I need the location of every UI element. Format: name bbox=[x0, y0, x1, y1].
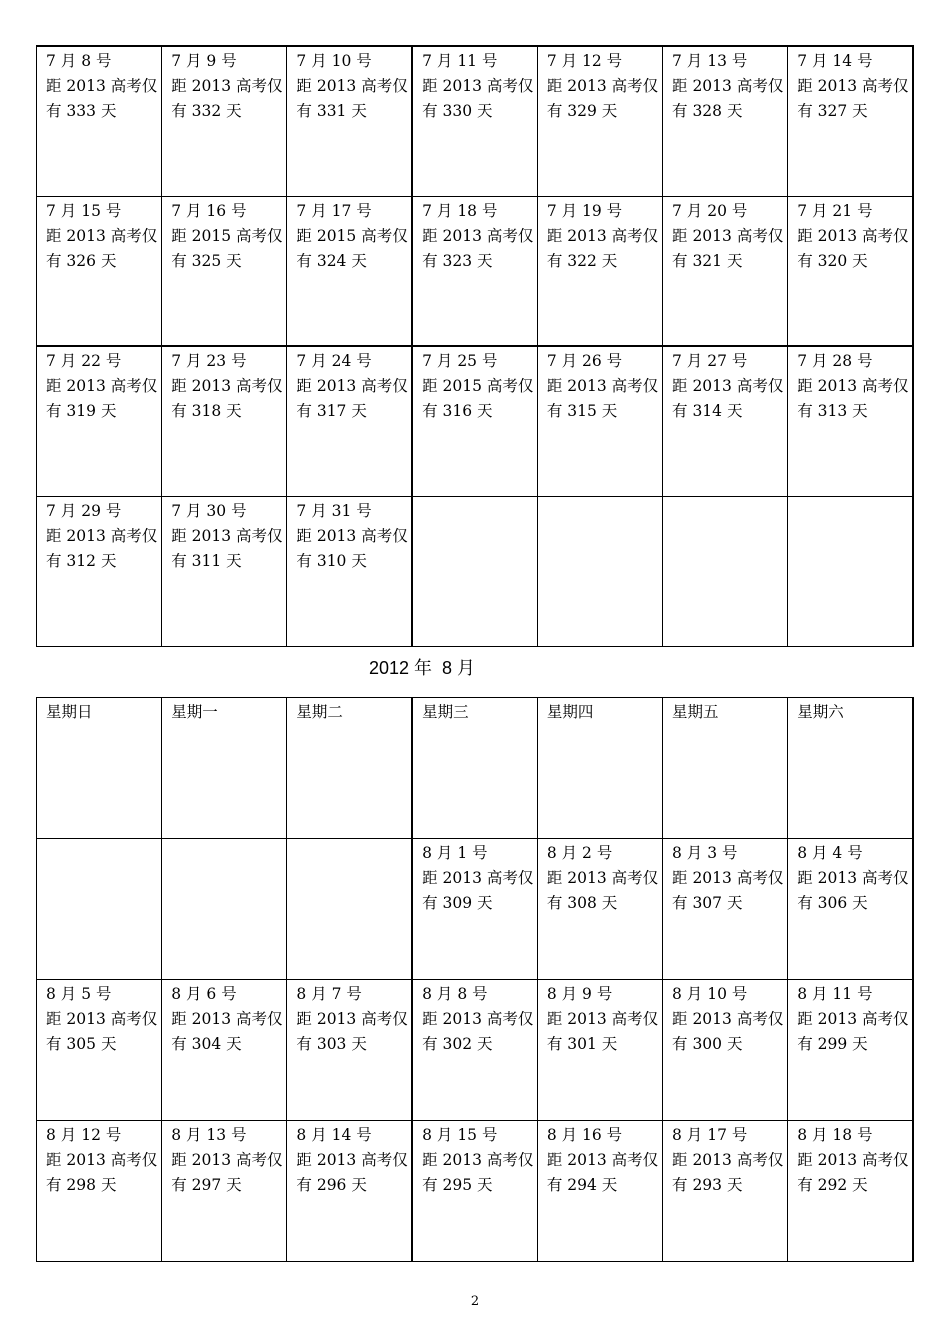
weekday-header-cell bbox=[663, 698, 788, 839]
calendar-day-cell bbox=[412, 980, 537, 1121]
calendar-day-cell bbox=[287, 196, 412, 346]
countdown-text: 距 2013 高考仅 bbox=[672, 869, 784, 887]
countdown-text: 距 2013 高考仅 bbox=[46, 1010, 158, 1028]
days-remaining: 有 312 天 bbox=[46, 551, 117, 570]
countdown-text: 距 2013 高考仅 bbox=[171, 526, 283, 545]
july-calendar-body bbox=[37, 46, 914, 646]
day-date: 7 月 12 号 bbox=[546, 52, 623, 70]
calendar-day-cell bbox=[37, 1121, 162, 1262]
countdown-text: 距 2013 高考仅 bbox=[422, 1010, 534, 1028]
calendar-day-cell bbox=[162, 46, 287, 196]
days-remaining: 有 330 天 bbox=[422, 102, 493, 120]
days-remaining: 有 299 天 bbox=[797, 1035, 868, 1053]
days-remaining: 有 314 天 bbox=[672, 402, 743, 420]
day-date: 7 月 13 号 bbox=[672, 52, 748, 70]
weekday-label: 星期日 bbox=[46, 703, 93, 721]
day-date: 7 月 28 号 bbox=[797, 352, 873, 370]
weekday-label: 星期一 bbox=[171, 703, 218, 721]
weekday-label: 星期五 bbox=[672, 703, 719, 721]
day-date: 8 月 6 号 bbox=[171, 985, 237, 1003]
weekday-label: 星期二 bbox=[296, 703, 343, 721]
calendar-day-cell bbox=[162, 346, 287, 496]
calendar-day-cell bbox=[537, 196, 662, 346]
day-date: 8 月 14 号 bbox=[296, 1126, 372, 1144]
calendar-day-cell bbox=[162, 980, 287, 1121]
day-date: 8 月 13 号 bbox=[171, 1126, 247, 1144]
countdown-text: 距 2013 高考仅 bbox=[171, 377, 283, 395]
calendar-day-cell bbox=[162, 196, 287, 346]
calendar-day-cell bbox=[537, 839, 662, 980]
page-number: 2 bbox=[470, 1294, 480, 1309]
days-remaining: 有 298 天 bbox=[46, 1176, 117, 1194]
countdown-text: 距 2013 高考仅 bbox=[672, 226, 784, 245]
day-date: 8 月 1 号 bbox=[422, 844, 488, 862]
calendar-day-cell bbox=[37, 839, 162, 980]
days-remaining: 有 305 天 bbox=[46, 1035, 117, 1053]
day-date: 7 月 16 号 bbox=[171, 201, 247, 220]
countdown-text: 距 2013 高考仅 bbox=[422, 77, 534, 95]
day-date: 8 月 2 号 bbox=[546, 844, 613, 862]
calendar-day-cell bbox=[788, 46, 913, 196]
countdown-text: 距 2013 高考仅 bbox=[422, 869, 534, 887]
day-date: 8 月 17 号 bbox=[672, 1126, 748, 1144]
calendar-week-row bbox=[37, 496, 914, 646]
weekday-header-cell bbox=[162, 698, 287, 839]
day-date: 8 月 5 号 bbox=[46, 985, 112, 1003]
countdown-text: 距 2013 高考仅 bbox=[546, 77, 659, 95]
days-remaining: 有 319 天 bbox=[46, 402, 117, 420]
calendar-day-cell bbox=[162, 839, 287, 980]
calendar-week-row bbox=[37, 1121, 914, 1262]
days-remaining: 有 320 天 bbox=[797, 251, 868, 270]
countdown-text: 距 2013 高考仅 bbox=[672, 377, 784, 395]
countdown-text: 距 2013 高考仅 bbox=[46, 226, 158, 245]
calendar-week-row bbox=[37, 839, 914, 980]
countdown-text: 距 2013 高考仅 bbox=[422, 1151, 534, 1169]
days-remaining: 有 304 天 bbox=[171, 1035, 242, 1053]
calendar-day-cell bbox=[788, 1121, 913, 1262]
days-remaining: 有 313 天 bbox=[797, 402, 868, 420]
weekday-header-cell bbox=[37, 698, 162, 839]
day-date: 7 月 31 号 bbox=[296, 501, 372, 520]
day-date: 8 月 3 号 bbox=[672, 844, 738, 862]
days-remaining: 有 296 天 bbox=[296, 1176, 367, 1194]
calendar-day-cell bbox=[537, 980, 662, 1121]
calendar-week-row bbox=[37, 980, 914, 1121]
august-calendar-body bbox=[37, 698, 914, 1262]
weekday-header-cell bbox=[788, 698, 913, 839]
calendar-day-cell bbox=[37, 346, 162, 496]
day-date: 8 月 18 号 bbox=[797, 1126, 873, 1144]
countdown-text: 距 2013 高考仅 bbox=[672, 77, 784, 95]
countdown-text: 距 2013 高考仅 bbox=[171, 1151, 283, 1169]
day-date: 7 月 24 号 bbox=[296, 352, 372, 370]
day-date: 7 月 26 号 bbox=[546, 352, 623, 370]
countdown-text: 距 2013 高考仅 bbox=[296, 526, 408, 545]
days-remaining: 有 315 天 bbox=[546, 402, 618, 420]
weekday-header-cell bbox=[537, 698, 662, 839]
countdown-text: 距 2013 高考仅 bbox=[672, 1151, 784, 1169]
month-heading: 2012 年 8 月 bbox=[369, 658, 476, 678]
days-remaining: 有 311 天 bbox=[171, 551, 242, 570]
day-date: 8 月 11 号 bbox=[797, 985, 873, 1003]
day-date: 8 月 10 号 bbox=[672, 985, 748, 1003]
days-remaining: 有 302 天 bbox=[422, 1035, 493, 1053]
day-date: 8 月 16 号 bbox=[546, 1126, 623, 1144]
days-remaining: 有 301 天 bbox=[546, 1035, 618, 1053]
countdown-text: 距 2013 高考仅 bbox=[546, 377, 659, 395]
countdown-text: 距 2013 高考仅 bbox=[797, 869, 909, 887]
days-remaining: 有 295 天 bbox=[422, 1176, 493, 1194]
days-remaining: 有 329 天 bbox=[546, 102, 618, 120]
countdown-text: 距 2013 高考仅 bbox=[422, 226, 534, 245]
days-remaining: 有 324 天 bbox=[296, 251, 367, 270]
days-remaining: 有 317 天 bbox=[296, 402, 367, 420]
days-remaining: 有 303 天 bbox=[296, 1035, 367, 1053]
day-date: 7 月 27 号 bbox=[672, 352, 748, 370]
countdown-text: 距 2013 高考仅 bbox=[296, 377, 408, 395]
august-calendar-table bbox=[36, 697, 914, 1262]
calendar-week-row bbox=[37, 196, 914, 346]
calendar-day-cell bbox=[663, 496, 788, 646]
calendar-day-cell bbox=[663, 46, 788, 196]
days-remaining: 有 293 天 bbox=[672, 1176, 743, 1194]
day-date: 8 月 15 号 bbox=[422, 1126, 498, 1144]
calendar-day-cell bbox=[412, 839, 537, 980]
weekday-header-cell bbox=[287, 698, 412, 839]
day-date: 7 月 10 号 bbox=[296, 52, 372, 70]
countdown-text: 距 2013 高考仅 bbox=[797, 226, 909, 245]
day-date: 8 月 7 号 bbox=[296, 985, 362, 1003]
days-remaining: 有 310 天 bbox=[296, 551, 367, 570]
calendar-day-cell bbox=[663, 196, 788, 346]
calendar-day-cell bbox=[287, 46, 412, 196]
day-date: 7 月 23 号 bbox=[171, 352, 247, 370]
weekday-label: 星期六 bbox=[797, 703, 844, 721]
july-calendar-table bbox=[36, 45, 914, 647]
countdown-text: 距 2013 高考仅 bbox=[797, 1151, 909, 1169]
calendar-day-cell bbox=[663, 1121, 788, 1262]
calendar-day-cell bbox=[287, 980, 412, 1121]
countdown-text: 距 2013 高考仅 bbox=[546, 226, 659, 245]
day-date: 8 月 8 号 bbox=[422, 985, 488, 1003]
calendar-week-row bbox=[37, 46, 914, 196]
days-remaining: 有 327 天 bbox=[797, 102, 868, 120]
calendar-day-cell bbox=[537, 346, 662, 496]
calendar-day-cell bbox=[663, 980, 788, 1121]
day-date: 7 月 11 号 bbox=[422, 52, 498, 70]
calendar-day-cell bbox=[287, 346, 412, 496]
calendar-day-cell bbox=[412, 46, 537, 196]
calendar-day-cell bbox=[663, 839, 788, 980]
days-remaining: 有 322 天 bbox=[546, 251, 618, 270]
days-remaining: 有 300 天 bbox=[672, 1035, 743, 1053]
days-remaining: 有 325 天 bbox=[171, 251, 242, 270]
days-remaining: 有 297 天 bbox=[171, 1176, 242, 1194]
day-date: 7 月 22 号 bbox=[46, 352, 122, 370]
day-date: 7 月 14 号 bbox=[797, 52, 873, 70]
calendar-day-cell bbox=[788, 346, 913, 496]
days-remaining: 有 333 天 bbox=[46, 102, 117, 120]
day-date: 8 月 9 号 bbox=[546, 985, 613, 1003]
calendar-day-cell bbox=[788, 496, 913, 646]
countdown-text: 距 2015 高考仅 bbox=[296, 226, 408, 245]
countdown-text: 距 2013 高考仅 bbox=[171, 1010, 283, 1028]
calendar-week-row bbox=[37, 346, 914, 496]
countdown-text: 距 2013 高考仅 bbox=[546, 869, 659, 887]
days-remaining: 有 318 天 bbox=[171, 402, 242, 420]
calendar-day-cell bbox=[412, 1121, 537, 1262]
countdown-text: 距 2013 高考仅 bbox=[46, 1151, 158, 1169]
days-remaining: 有 326 天 bbox=[46, 251, 117, 270]
weekday-header-cell bbox=[412, 698, 537, 839]
calendar-day-cell bbox=[788, 196, 913, 346]
day-date: 7 月 8 号 bbox=[46, 52, 112, 70]
calendar-day-cell bbox=[37, 980, 162, 1121]
countdown-text: 距 2015 高考仅 bbox=[422, 377, 534, 395]
days-remaining: 有 332 天 bbox=[171, 102, 242, 120]
days-remaining: 有 294 天 bbox=[546, 1176, 618, 1194]
countdown-text: 距 2013 高考仅 bbox=[546, 1010, 659, 1028]
weekday-label: 星期四 bbox=[546, 703, 594, 721]
countdown-text: 距 2013 高考仅 bbox=[296, 77, 408, 95]
weekday-label: 星期三 bbox=[422, 703, 469, 721]
calendar-day-cell bbox=[537, 1121, 662, 1262]
days-remaining: 有 316 天 bbox=[422, 402, 493, 420]
day-date: 7 月 15 号 bbox=[46, 201, 122, 220]
countdown-text: 距 2013 高考仅 bbox=[296, 1151, 408, 1169]
days-remaining: 有 306 天 bbox=[797, 894, 868, 912]
days-remaining: 有 309 天 bbox=[422, 894, 493, 912]
calendar-day-cell bbox=[663, 346, 788, 496]
calendar-day-cell bbox=[287, 839, 412, 980]
day-date: 7 月 21 号 bbox=[797, 201, 873, 220]
calendar-day-cell bbox=[37, 196, 162, 346]
day-date: 7 月 30 号 bbox=[171, 501, 247, 520]
day-date: 7 月 20 号 bbox=[672, 201, 748, 220]
calendar-day-cell bbox=[162, 1121, 287, 1262]
day-date: 8 月 4 号 bbox=[797, 844, 863, 862]
days-remaining: 有 321 天 bbox=[672, 251, 743, 270]
day-date: 7 月 18 号 bbox=[422, 201, 498, 220]
days-remaining: 有 323 天 bbox=[422, 251, 493, 270]
calendar-day-cell bbox=[788, 980, 913, 1121]
calendar-day-cell bbox=[412, 196, 537, 346]
calendar-day-cell bbox=[37, 46, 162, 196]
countdown-text: 距 2013 高考仅 bbox=[546, 1151, 659, 1169]
calendar-day-cell bbox=[287, 496, 412, 646]
day-date: 8 月 12 号 bbox=[46, 1126, 122, 1144]
calendar-day-cell bbox=[162, 496, 287, 646]
countdown-text: 距 2013 高考仅 bbox=[296, 1010, 408, 1028]
countdown-text: 距 2013 高考仅 bbox=[46, 377, 158, 395]
days-remaining: 有 308 天 bbox=[546, 894, 618, 912]
weekday-header-row bbox=[37, 698, 914, 839]
days-remaining: 有 331 天 bbox=[296, 102, 367, 120]
countdown-text: 距 2013 高考仅 bbox=[46, 526, 158, 545]
calendar-day-cell bbox=[537, 46, 662, 196]
countdown-text: 距 2013 高考仅 bbox=[797, 377, 909, 395]
days-remaining: 有 292 天 bbox=[797, 1176, 868, 1194]
countdown-text: 距 2013 高考仅 bbox=[171, 77, 283, 95]
days-remaining: 有 307 天 bbox=[672, 894, 743, 912]
day-date: 7 月 19 号 bbox=[546, 201, 623, 220]
calendar-day-cell bbox=[412, 346, 537, 496]
calendar-day-cell bbox=[537, 496, 662, 646]
countdown-text: 距 2013 高考仅 bbox=[797, 1010, 909, 1028]
calendar-day-cell bbox=[37, 496, 162, 646]
days-remaining: 有 328 天 bbox=[672, 102, 743, 120]
countdown-text: 距 2013 高考仅 bbox=[797, 77, 909, 95]
calendar-day-cell bbox=[287, 1121, 412, 1262]
calendar-day-cell bbox=[788, 839, 913, 980]
day-date: 7 月 29 号 bbox=[46, 501, 122, 520]
countdown-text: 距 2013 高考仅 bbox=[672, 1010, 784, 1028]
countdown-text: 距 2013 高考仅 bbox=[46, 77, 158, 95]
calendar-day-cell bbox=[412, 496, 537, 646]
day-date: 7 月 25 号 bbox=[422, 352, 498, 370]
day-date: 7 月 17 号 bbox=[296, 201, 372, 220]
day-date: 7 月 9 号 bbox=[171, 52, 237, 70]
countdown-text: 距 2015 高考仅 bbox=[171, 226, 283, 245]
